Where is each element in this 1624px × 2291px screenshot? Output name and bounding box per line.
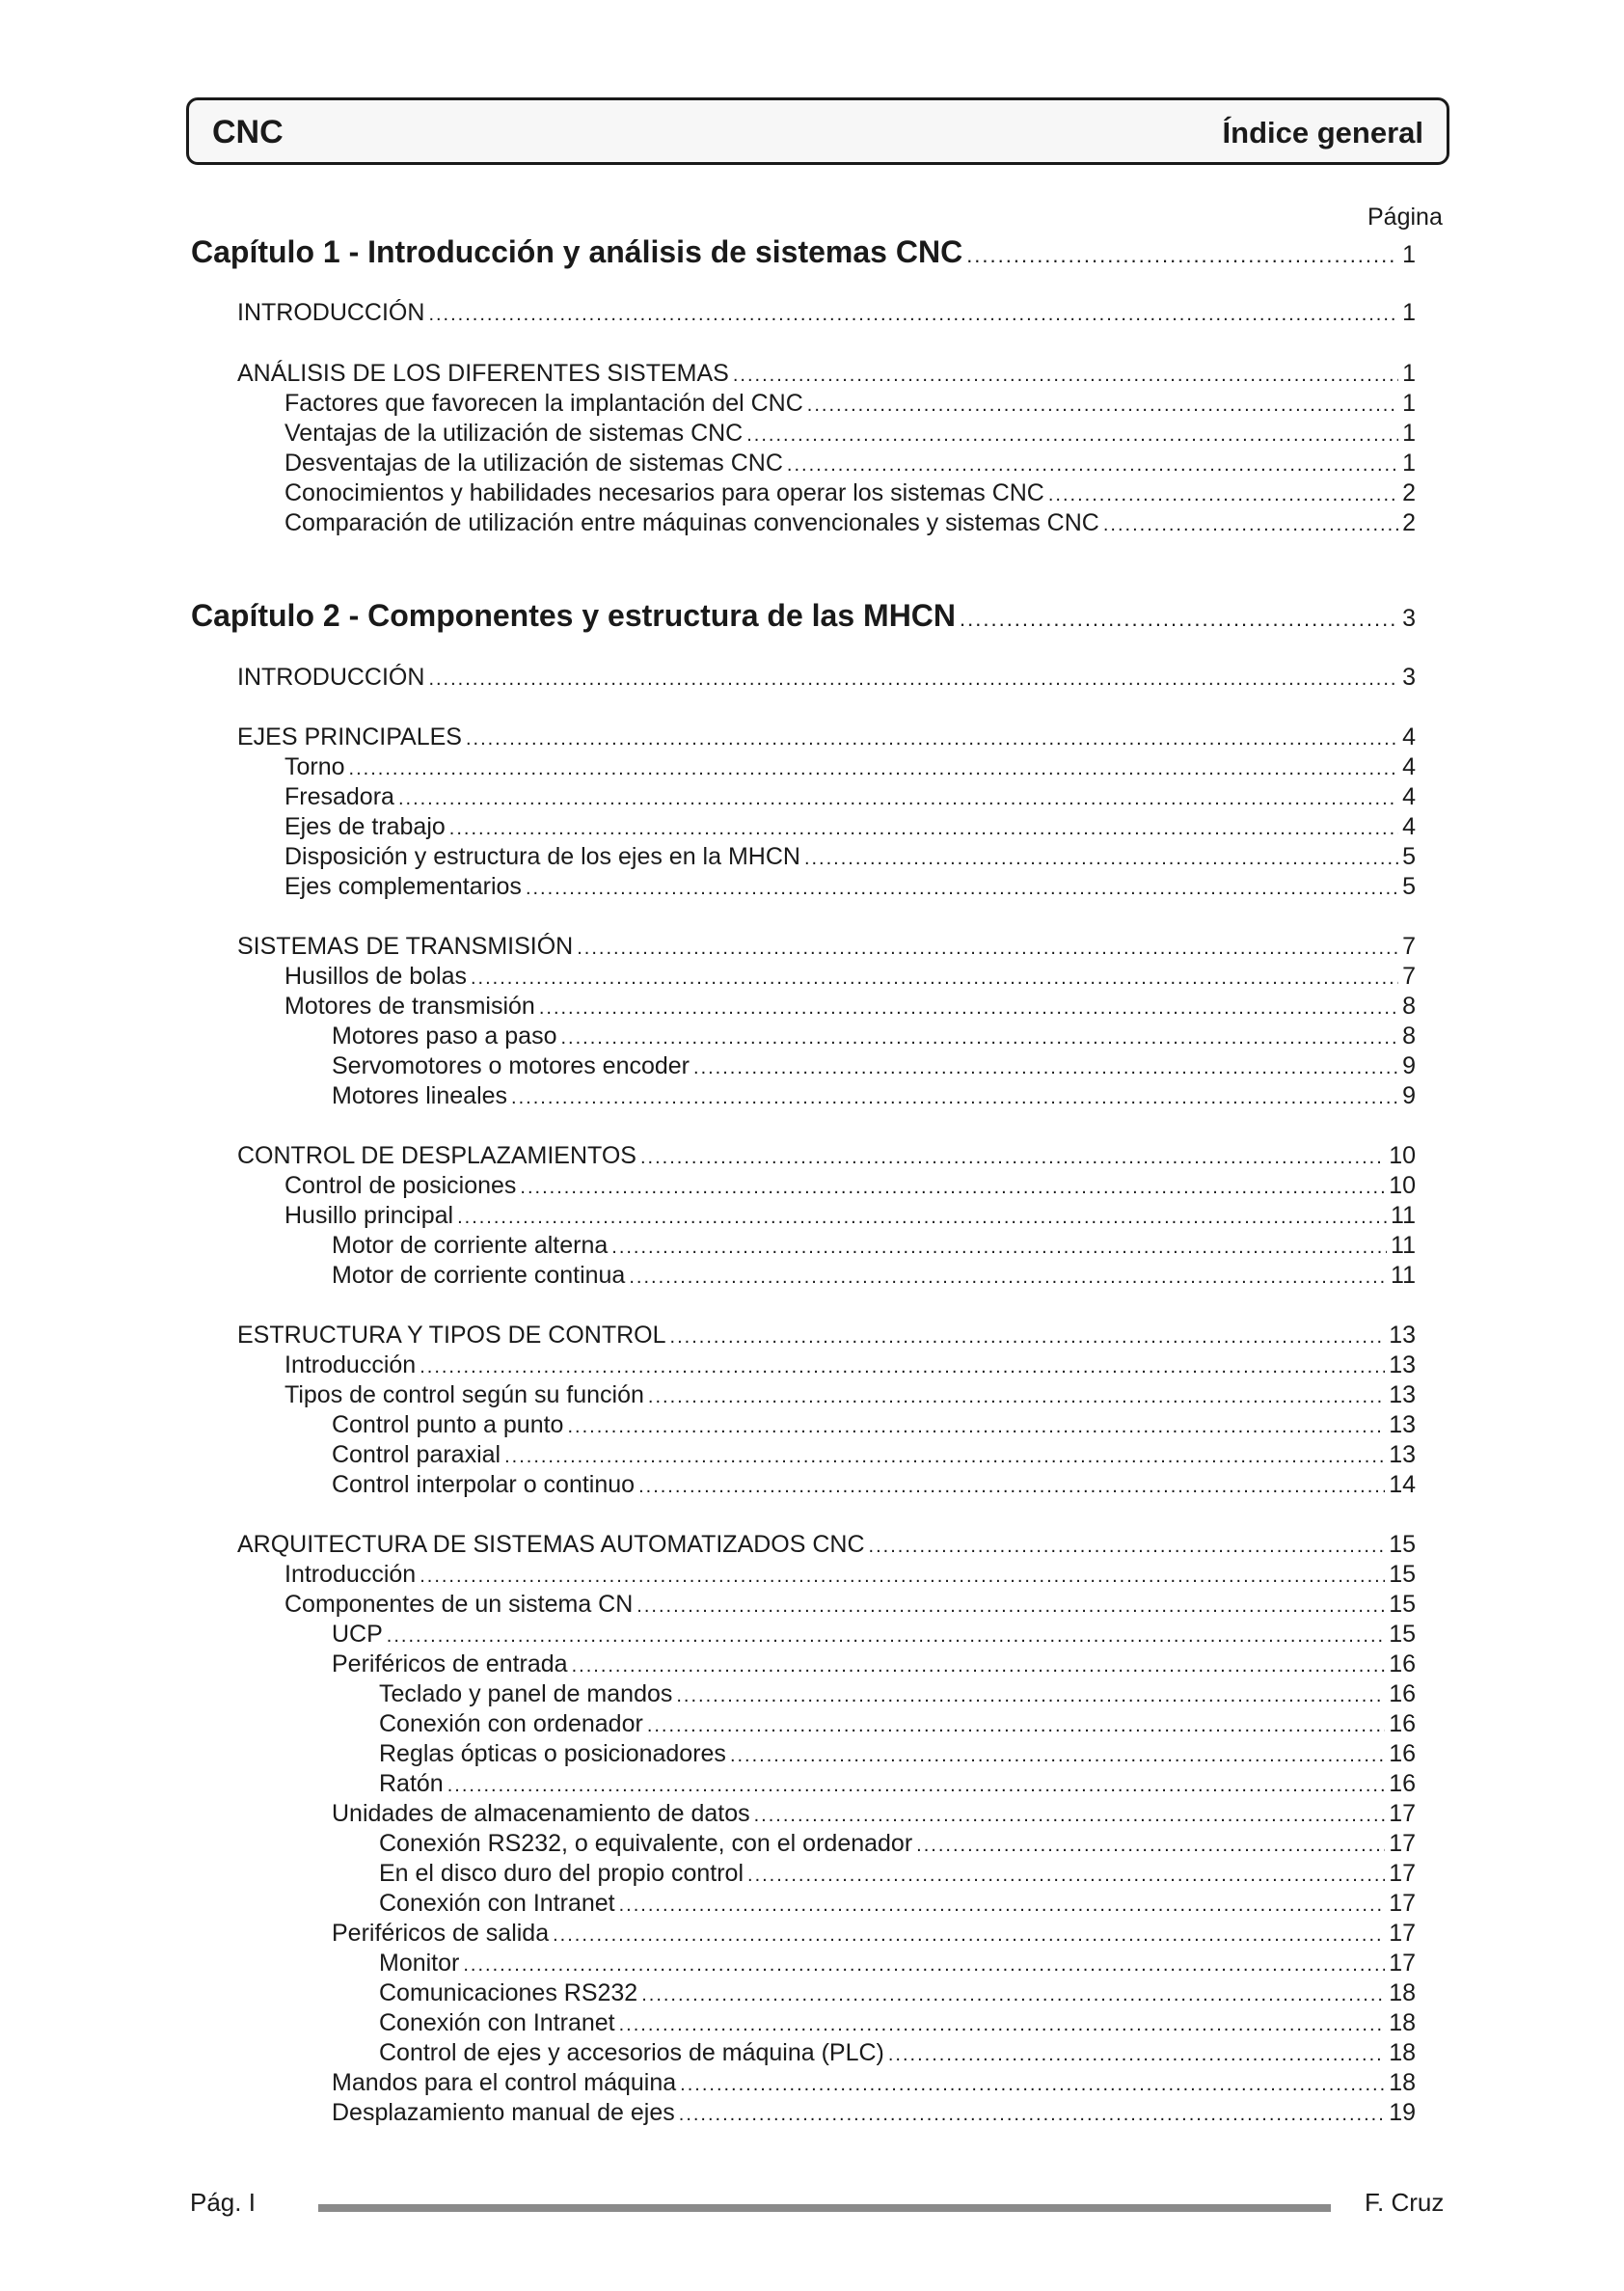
toc-leader-dots	[447, 1775, 1385, 1797]
toc-entry-title: Conexión RS232, o equivalente, con el ordenador	[379, 1830, 913, 1857]
toc-entry-row[interactable]	[284, 420, 1416, 448]
toc-entry-row[interactable]	[284, 1381, 1416, 1409]
toc-entry-title: UCP	[332, 1621, 383, 1648]
toc-entry-row[interactable]	[379, 1979, 1416, 2007]
toc-entry-title: Conexión con Intranet	[379, 1890, 615, 1917]
toc-entry-title: Teclado y panel de mandos	[379, 1680, 673, 1707]
toc-entry-title: EJES PRINCIPALES	[237, 723, 462, 750]
toc-entry-row[interactable]	[284, 1172, 1416, 1200]
toc-leader-dots	[1048, 484, 1398, 506]
toc-page-number: 1	[1402, 420, 1416, 447]
toc-page-number: 4	[1402, 753, 1416, 780]
toc-entry-title: Ventajas de la utilización de sistemas CNC	[284, 420, 744, 447]
toc-page-number: 15	[1389, 1591, 1416, 1618]
toc-entry-row[interactable]	[284, 390, 1416, 418]
toc-page-number: 14	[1389, 1471, 1416, 1498]
header-section: Índice general	[1222, 116, 1423, 150]
toc-entry-title: Introducción	[284, 1351, 417, 1378]
toc-entry-title: Desventajas de la utilización de sistemas CNC	[284, 450, 783, 477]
toc-page-number: 3	[1402, 664, 1416, 691]
toc-entry-title: Husillos de bolas	[284, 963, 467, 990]
toc-entry-row[interactable]	[284, 843, 1416, 871]
toc-leader-dots	[730, 1745, 1385, 1767]
toc-entry-row[interactable]	[237, 723, 1416, 751]
toc-leader-dots	[960, 607, 1398, 632]
toc-leader-dots	[619, 2014, 1386, 2036]
toc-leader-dots	[787, 454, 1398, 477]
toc-entry-title: Introducción	[284, 1561, 417, 1588]
toc-leader-dots	[640, 1147, 1385, 1169]
toc-entry-title: Motores paso a paso	[332, 1023, 557, 1050]
toc-leader-dots	[670, 1326, 1386, 1349]
toc-entry-title: Monitor	[379, 1950, 460, 1977]
toc-page-number: 4	[1402, 783, 1416, 810]
toc-entry-title: Factores que favorecen la implantación del CNC	[284, 390, 803, 417]
toc-page-number: 9	[1402, 1082, 1416, 1109]
toc-entry-row[interactable]	[237, 1142, 1416, 1170]
footer-page-number: Pág. I	[190, 2188, 256, 2217]
toc-page-number: 13	[1389, 1351, 1416, 1378]
toc-entry-row[interactable]	[332, 2069, 1416, 2097]
toc-page-number: 16	[1389, 1770, 1416, 1797]
toc-page-number: 8	[1402, 993, 1416, 1020]
toc-leader-dots	[420, 1566, 1385, 1588]
toc-entry-row[interactable]	[237, 933, 1416, 961]
toc-entry-row[interactable]	[332, 2099, 1416, 2127]
toc-leader-dots	[611, 1237, 1387, 1259]
toc-entry-title: Comparación de utilización entre máquinas convencionales y sistemas CNC	[284, 509, 1099, 536]
toc-page-number: 16	[1389, 1680, 1416, 1707]
toc-entry-title: Torno	[284, 753, 345, 780]
toc-page-number: 13	[1389, 1322, 1416, 1349]
toc-entry-row[interactable]	[332, 1650, 1416, 1678]
toc-entry-title: Motor de corriente alterna	[332, 1232, 609, 1259]
toc-page-number: 15	[1389, 1561, 1416, 1588]
toc-entry-title: ARQUITECTURA DE SISTEMAS AUTOMATIZADOS CNC	[237, 1531, 865, 1558]
toc-entry-row[interactable]	[379, 1680, 1416, 1708]
footer-rule	[318, 2204, 1331, 2212]
toc-entry-title: Capítulo 2 - Componentes y estructura de las MHCN	[191, 598, 957, 633]
toc-page-number: 13	[1389, 1441, 1416, 1468]
toc-page-number: 1	[1402, 299, 1416, 326]
toc-page-number: 17	[1389, 1950, 1416, 1977]
toc-entry-title: INTRODUCCIÓN	[237, 299, 425, 326]
toc-entry-row[interactable]	[237, 360, 1416, 388]
toc-leader-dots	[387, 1625, 1385, 1648]
toc-entry-row[interactable]	[284, 753, 1416, 781]
toc-page-number: 16	[1389, 1710, 1416, 1737]
toc-entry-row[interactable]	[379, 2009, 1416, 2037]
toc-page-number: 2	[1402, 479, 1416, 506]
toc-leader-dots	[733, 365, 1398, 387]
toc-leader-dots	[916, 1835, 1385, 1857]
toc-entry-title: Ratón	[379, 1770, 444, 1797]
toc-leader-dots	[463, 1954, 1385, 1977]
toc-entry-row[interactable]	[284, 509, 1416, 537]
toc-page-number: 18	[1389, 1979, 1416, 2006]
toc-entry-title: Servomotores o motores encoder	[332, 1052, 690, 1079]
toc-entry-title: Control punto a punto	[332, 1411, 564, 1438]
toc-leader-dots	[636, 1596, 1385, 1618]
toc-entry-title: Desplazamiento manual de ejes	[332, 2099, 675, 2126]
toc-chapter-row[interactable]	[191, 234, 1416, 270]
toc-leader-dots	[807, 395, 1398, 417]
toc-entry-title: ESTRUCTURA Y TIPOS DE CONTROL	[237, 1322, 666, 1349]
toc-entry-title: Reglas ópticas o posicionadores	[379, 1740, 726, 1767]
toc-leader-dots	[577, 938, 1398, 960]
toc-entry-title: Control interpolar o continuo	[332, 1471, 636, 1498]
toc-leader-dots	[754, 1805, 1386, 1827]
toc-entry-row[interactable]	[237, 1322, 1416, 1350]
toc-page-number: 9	[1402, 1052, 1416, 1079]
toc-entry-title: Ejes de trabajo	[284, 813, 446, 840]
toc-leader-dots	[572, 1655, 1386, 1677]
toc-page-number: 5	[1402, 873, 1416, 900]
toc-leader-dots	[466, 728, 1398, 750]
toc-leader-dots	[647, 1715, 1385, 1737]
toc-page-number: 17	[1389, 1860, 1416, 1887]
toc-entry-row[interactable]	[284, 1202, 1416, 1230]
toc-leader-dots	[619, 1895, 1386, 1917]
toc-page-number: 3	[1402, 605, 1416, 632]
toc-leader-dots	[804, 848, 1398, 870]
toc-entry-row[interactable]	[379, 1830, 1416, 1858]
toc-page-number: 17	[1389, 1890, 1416, 1917]
toc-leader-dots	[560, 1027, 1398, 1050]
toc-entry-title: Unidades de almacenamiento de datos	[332, 1800, 750, 1827]
toc-page-number: 10	[1389, 1142, 1416, 1169]
toc-page-number: 19	[1389, 2099, 1416, 2126]
toc-page-number: 5	[1402, 843, 1416, 870]
toc-leader-dots	[888, 2044, 1385, 2066]
toc-entry-row[interactable]	[284, 450, 1416, 477]
toc-entry-row[interactable]	[332, 1262, 1416, 1290]
toc-entry-title: Husillo principal	[284, 1202, 454, 1229]
toc-entry-row[interactable]	[332, 1471, 1416, 1499]
toc-entry-title: CONTROL DE DESPLAZAMIENTOS	[237, 1142, 636, 1169]
toc-page-number: 1	[1402, 360, 1416, 387]
toc-entry-row[interactable]	[284, 963, 1416, 991]
toc-entry-row[interactable]	[332, 1082, 1416, 1110]
toc-entry-title: Motores de transmisión	[284, 993, 535, 1020]
page-header	[186, 97, 1449, 165]
toc-entry-row[interactable]	[237, 299, 1416, 327]
toc-entry-title: Disposición y estructura de los ejes en la MHCN	[284, 843, 800, 870]
toc-leader-dots	[676, 1685, 1385, 1707]
toc-entry-row[interactable]	[332, 1411, 1416, 1439]
toc-leader-dots	[679, 2104, 1385, 2126]
toc-entry-row[interactable]	[332, 1800, 1416, 1828]
toc-page-number: 17	[1389, 1830, 1416, 1857]
toc-entry-title: En el disco duro del propio control	[379, 1860, 744, 1887]
toc-entry-row[interactable]	[237, 1531, 1416, 1559]
toc-entry-title: Conocimientos y habilidades necesarios para operar los sistemas CNC	[284, 479, 1044, 506]
toc-leader-dots	[349, 758, 1399, 780]
toc-entry-row[interactable]	[332, 1441, 1416, 1469]
toc-leader-dots	[471, 968, 1398, 990]
toc-leader-dots	[553, 1924, 1385, 1947]
toc-page-number: 18	[1389, 2069, 1416, 2096]
toc-entry-row[interactable]	[379, 2039, 1416, 2067]
toc-entry-row[interactable]	[284, 813, 1416, 841]
toc-page-number: 11	[1391, 1262, 1416, 1289]
toc-entry-title: SISTEMAS DE TRANSMISIÓN	[237, 933, 574, 960]
toc-leader-dots	[428, 304, 1398, 326]
toc-entry-title: Capítulo 1 - Introducción y análisis de sistemas CNC	[191, 234, 963, 269]
toc-leader-dots	[526, 878, 1398, 900]
toc-entry-row[interactable]	[379, 1770, 1416, 1798]
toc-page-number: 18	[1389, 2009, 1416, 2036]
header-title: CNC	[212, 114, 284, 150]
toc-page-number: 7	[1402, 933, 1416, 960]
toc-entry-title: Ejes complementarios	[284, 873, 522, 900]
toc-page-number: 7	[1402, 963, 1416, 990]
toc-entry-row[interactable]	[379, 1710, 1416, 1738]
toc-leader-dots	[680, 2074, 1385, 2096]
toc-leader-dots	[449, 818, 1398, 840]
toc-leader-dots	[966, 243, 1398, 268]
toc-entry-title: Tipos de control según su función	[284, 1381, 644, 1408]
toc-page-number: 16	[1389, 1650, 1416, 1677]
toc-page-number: 4	[1402, 723, 1416, 750]
toc-entry-row[interactable]	[379, 1860, 1416, 1888]
toc-leader-dots	[1103, 514, 1398, 536]
toc-leader-dots	[567, 1416, 1385, 1438]
toc-leader-dots	[693, 1057, 1398, 1079]
toc-page-number: 15	[1389, 1621, 1416, 1648]
toc-entry-row[interactable]	[379, 1950, 1416, 1977]
toc-page-number: 16	[1389, 1740, 1416, 1767]
toc-leader-dots	[648, 1386, 1385, 1408]
toc-entry-title: Periféricos de salida	[332, 1920, 550, 1947]
toc-page-number: 13	[1389, 1381, 1416, 1408]
toc-page-number: 11	[1391, 1232, 1416, 1259]
toc-page-number: 4	[1402, 813, 1416, 840]
page-column-label: Página	[1367, 204, 1443, 231]
toc-entry-row[interactable]	[284, 1591, 1416, 1619]
toc-page-number: 1	[1402, 241, 1416, 268]
toc-entry-row[interactable]	[237, 664, 1416, 692]
toc-entry-row[interactable]	[284, 993, 1416, 1021]
toc-entry-title: INTRODUCCIÓN	[237, 664, 425, 691]
toc-entry-row[interactable]	[284, 873, 1416, 901]
toc-entry-title: Comunicaciones RS232	[379, 1979, 638, 2006]
toc-entry-title: Mandos para el control máquina	[332, 2069, 677, 2096]
toc-page-number: 2	[1402, 509, 1416, 536]
toc-page-number: 1	[1402, 450, 1416, 477]
toc-page-number: 11	[1391, 1202, 1416, 1229]
toc-entry-row[interactable]	[332, 1023, 1416, 1050]
toc-entry-row[interactable]	[284, 1351, 1416, 1379]
toc-entry-title: Control de ejes y accesorios de máquina (PLC)	[379, 2039, 884, 2066]
toc-leader-dots	[420, 1356, 1385, 1378]
toc-leader-dots	[638, 1476, 1385, 1498]
toc-entry-row[interactable]	[332, 1232, 1416, 1260]
toc-leader-dots	[869, 1536, 1386, 1558]
toc-entry-row[interactable]	[284, 479, 1416, 507]
toc-page-number: 17	[1389, 1800, 1416, 1827]
toc-entry-title: Conexión con ordenador	[379, 1710, 643, 1737]
toc-entry-row[interactable]	[332, 1920, 1416, 1948]
toc-entry-row[interactable]	[284, 1561, 1416, 1589]
toc-entry-title: Conexión con Intranet	[379, 2009, 615, 2036]
toc-leader-dots	[428, 668, 1398, 691]
toc-leader-dots	[539, 997, 1398, 1020]
footer-author: F. Cruz	[1365, 2188, 1445, 2217]
toc-entry-title: ANÁLISIS DE LOS DIFERENTES SISTEMAS	[237, 360, 729, 387]
toc-page-number: 18	[1389, 2039, 1416, 2066]
toc-entry-row[interactable]	[379, 1890, 1416, 1918]
toc-page-number: 15	[1389, 1531, 1416, 1558]
toc-entry-title: Motor de corriente continua	[332, 1262, 626, 1289]
toc-leader-dots	[641, 1984, 1385, 2006]
toc-page-number: 13	[1389, 1411, 1416, 1438]
toc-entry-title: Fresadora	[284, 783, 394, 810]
toc-leader-dots	[457, 1207, 1387, 1229]
toc-leader-dots	[629, 1267, 1387, 1289]
toc-entry-row[interactable]	[332, 1621, 1416, 1649]
toc-leader-dots	[520, 1177, 1385, 1199]
toc-page-number: 8	[1402, 1023, 1416, 1050]
toc-entry-title: Componentes de un sistema CN	[284, 1591, 634, 1618]
toc-entry-row[interactable]	[284, 783, 1416, 811]
toc-entry-row[interactable]	[379, 1740, 1416, 1768]
toc-page-number: 1	[1402, 390, 1416, 417]
toc-entry-title: Control de posiciones	[284, 1172, 517, 1199]
toc-chapter-row[interactable]	[191, 598, 1416, 634]
toc-entry-row[interactable]	[332, 1052, 1416, 1080]
toc-leader-dots	[746, 424, 1398, 447]
toc-page-number: 10	[1389, 1172, 1416, 1199]
toc-leader-dots	[511, 1087, 1398, 1109]
toc-entry-title: Motores lineales	[332, 1082, 508, 1109]
toc-entry-title: Periféricos de entrada	[332, 1650, 568, 1677]
toc-leader-dots	[398, 788, 1398, 810]
toc-leader-dots	[747, 1865, 1385, 1887]
toc-leader-dots	[504, 1446, 1385, 1468]
toc-entry-title: Control paraxial	[332, 1441, 501, 1468]
toc-page-number: 17	[1389, 1920, 1416, 1947]
